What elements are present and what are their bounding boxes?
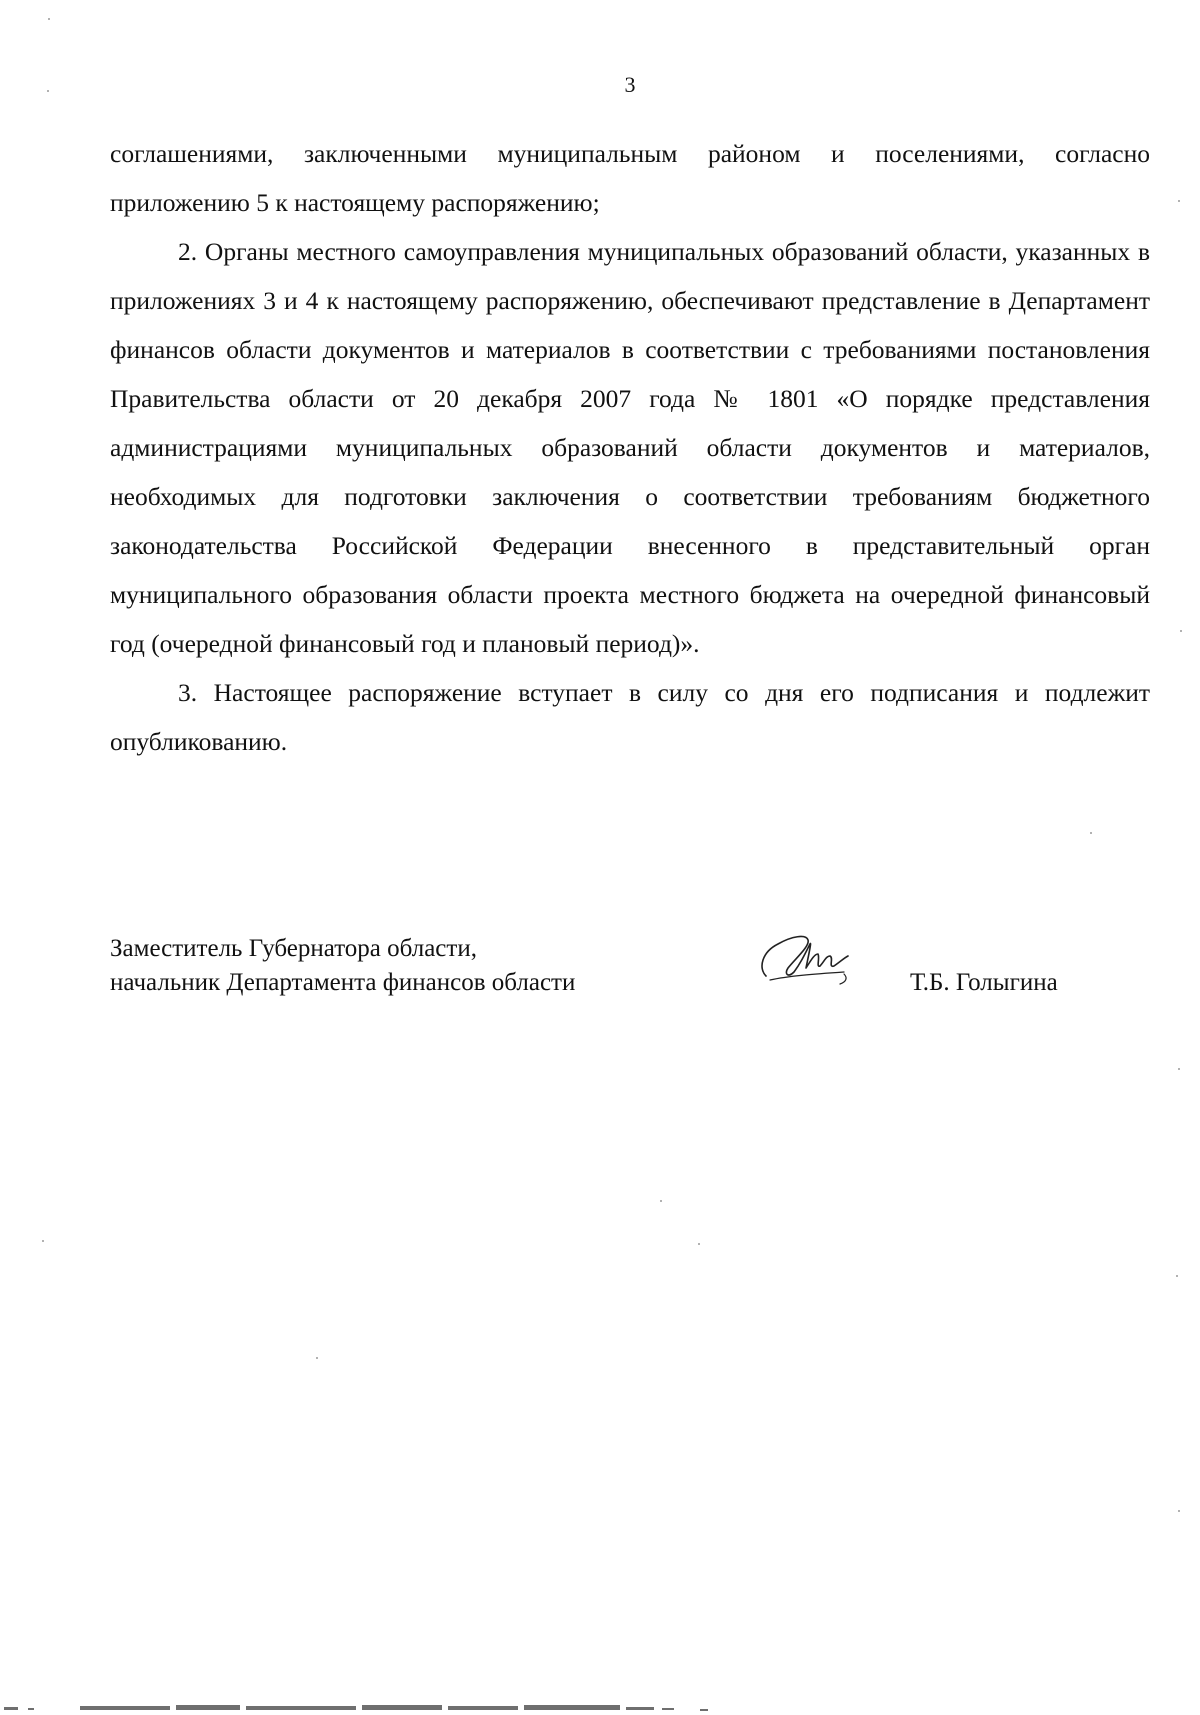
scan-speck — [1180, 630, 1182, 632]
scan-speck — [660, 1200, 662, 1202]
scan-speck — [698, 1243, 700, 1245]
paragraph-item-2: 2. Органы местного самоуправления муниципальных образований области, указанных в приложениях 3 и 4 к настоящему распоряжению, обеспечивают представление в Департамент финансов области документов и материалов в соответствии с требованиями постановления Правительства области от 20 декабря 2007 года № 1801 «О порядке представления администрациями муниципальных образований области документов и материалов, необходимых для подготовки заключения о соответствии требованиям бюджетного законодательства Российской Федерации внесенного в представительный орган муниципального образования области проекта местного бюджета на очередной финансовый год (очередной финансовый год и плановый период)». — [110, 237, 1150, 658]
scan-speck — [48, 18, 50, 20]
scan-speck — [1178, 1068, 1180, 1070]
signatory-name: Т.Б. Голыгина — [910, 969, 1058, 996]
document-body — [110, 129, 1150, 766]
page-number: 3 — [624, 72, 636, 97]
scan-edge-strip — [0, 1697, 1200, 1715]
scan-speck — [1090, 832, 1092, 834]
paragraph-item-3: 3. Настоящее распоряжение вступает в силу со дня его подписания и подлежит опубликованию. — [110, 678, 1150, 756]
scan-speck — [47, 90, 49, 92]
signatory-title-line-2: начальник Департамента финансов области — [110, 969, 576, 996]
signature-block — [110, 932, 1110, 1012]
scan-speck — [1176, 1275, 1178, 1277]
scan-speck — [1178, 1510, 1180, 1512]
paragraph-continuation: соглашениями, заключенными муниципальным районом и поселениями, согласно приложению 5 к настоящему распоряжению; — [110, 139, 1150, 217]
scan-speck — [42, 1240, 44, 1242]
scan-speck — [1178, 200, 1180, 202]
handwritten-signature — [748, 918, 858, 998]
signatory-title — [110, 932, 730, 1000]
scan-speck — [316, 1357, 318, 1359]
signatory-title-line-1: Заместитель Губернатора области, — [110, 935, 477, 962]
